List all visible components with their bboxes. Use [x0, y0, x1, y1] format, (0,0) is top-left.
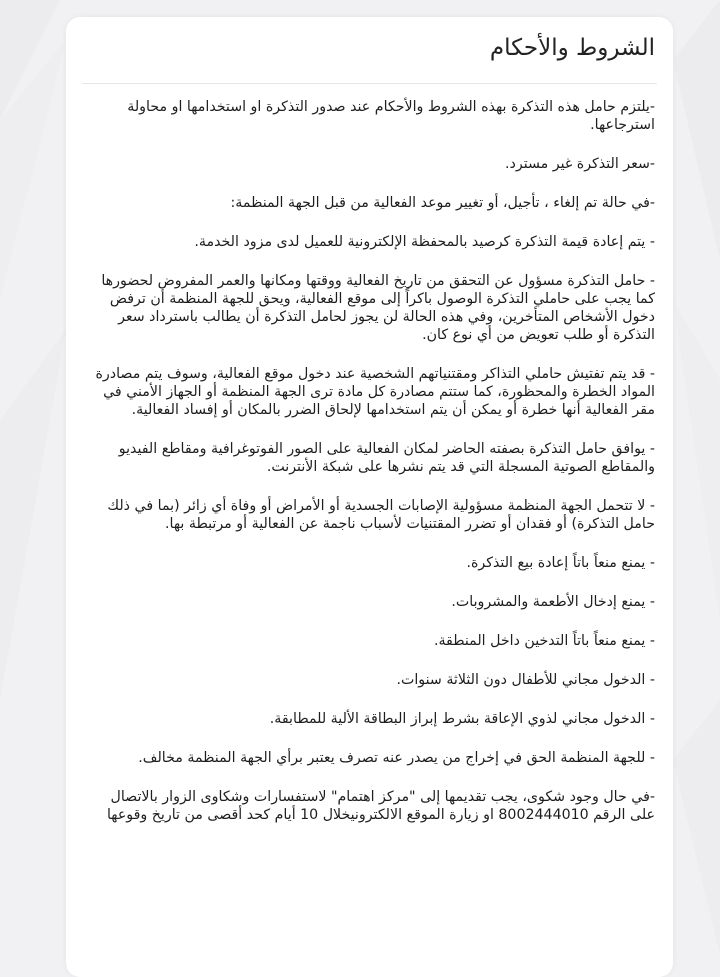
term-item: - للجهة المنظمة الحق في إخراج من يصدر عنه تصرف يعتبر برأي الجهة المنظمة مخالف. — [138, 750, 655, 766]
term-item: -سعر التذكرة غير مسترد. — [505, 156, 655, 172]
term-item: - لا تتحمل الجهة المنظمة مسؤولية الإصابات الجسدية أو الأمراض أو وفاة أي زائر (بما في ذلك حامل التذكرة) أو فقدان أو تضرر المقتنيات لأسباب ناجمة عن الفعالية أو مرتبطة بها. — [107, 498, 655, 532]
term-item: - يمنع منعاً باتاً التدخين داخل المنطقة. — [433, 633, 655, 649]
term-item: - يمنع إدخال الأطعمة والمشروبات. — [451, 594, 655, 610]
terms-list — [82, 98, 657, 824]
terms-card — [66, 17, 673, 977]
term-item: - يتم إعادة قيمة التذكرة كرصيد بالمحفظة الإلكترونية للعميل لدى مزود الخدمة. — [194, 234, 655, 250]
term-item: - الدخول مجاني لذوي الإعاقة بشرط إبراز البطاقة الألية للمطابقة. — [269, 711, 655, 727]
title-divider — [82, 83, 657, 84]
term-item: - حامل التذكرة مسؤول عن التحقق من تاريخ الفعالية ووقتها ومكانها والعمر المفروض لحضورها كما يجب على حاملي التذكرة الوصول باكراً إلى موقع الفعالية، ويحق للجهة المنظمة أن ترفض دخول الأشخاص المتأخرين، وفي هذه الحالة لن يجوز لحامل التذكرة أن يطالب باسترداد سعر التذكرة أو طلب تعويض من أي نوع كان. — [101, 273, 655, 343]
term-item: -في حالة تم إلغاء ، تأجيل، أو تغيير موعد الفعالية من قبل الجهة المنظمة: — [230, 195, 655, 211]
term-item: - يمنع منعاً باتاً إعادة بيع التذكرة. — [466, 555, 655, 571]
term-item: - يوافق حامل التذكرة بصفته الحاضر لمكان الفعالية على الصور الفوتوغرافية ومقاطع الفيديو والمقاطع الصوتية المسجلة التي قد يتم نشرها على شبكة الأنترنت. — [118, 441, 655, 475]
term-item: - قد يتم تفتيش حاملي التذاكر ومقتنياتهم الشخصية عند دخول موقع الفعالية، وسوف يتم مصادرة المواد الخطرة والمحظورة، كما ستتم مصادرة كل مادة ترى الجهة المنظمة أو الجهاز الأمني في مقر الفعالية أنها خطرة أو يمكن أن يتم استخدامها لإلحاق الضرر بالمكان أو إفساد الفعالية. — [95, 366, 655, 418]
page-title: الشروط والأحكام — [489, 35, 655, 61]
term-item: -في حال وجود شكوى، يجب تقديمها إلى "مركز اهتمام" لاستفسارات وشكاوى الزوار بالاتصال على الرقم 8002444010 او زيارة الموقع الالكترونيخلال 10 أيام كحد أقصى من تاريخ وقوعها — [106, 789, 655, 823]
term-item: -يلتزم حامل هذه التذكرة بهذه الشروط والأحكام عند صدور التذكرة او استخدامها او محاولة استرجاعها. — [127, 99, 655, 133]
term-item: - الدخول مجاني للأطفال دون الثلاثة سنوات. — [396, 672, 655, 688]
